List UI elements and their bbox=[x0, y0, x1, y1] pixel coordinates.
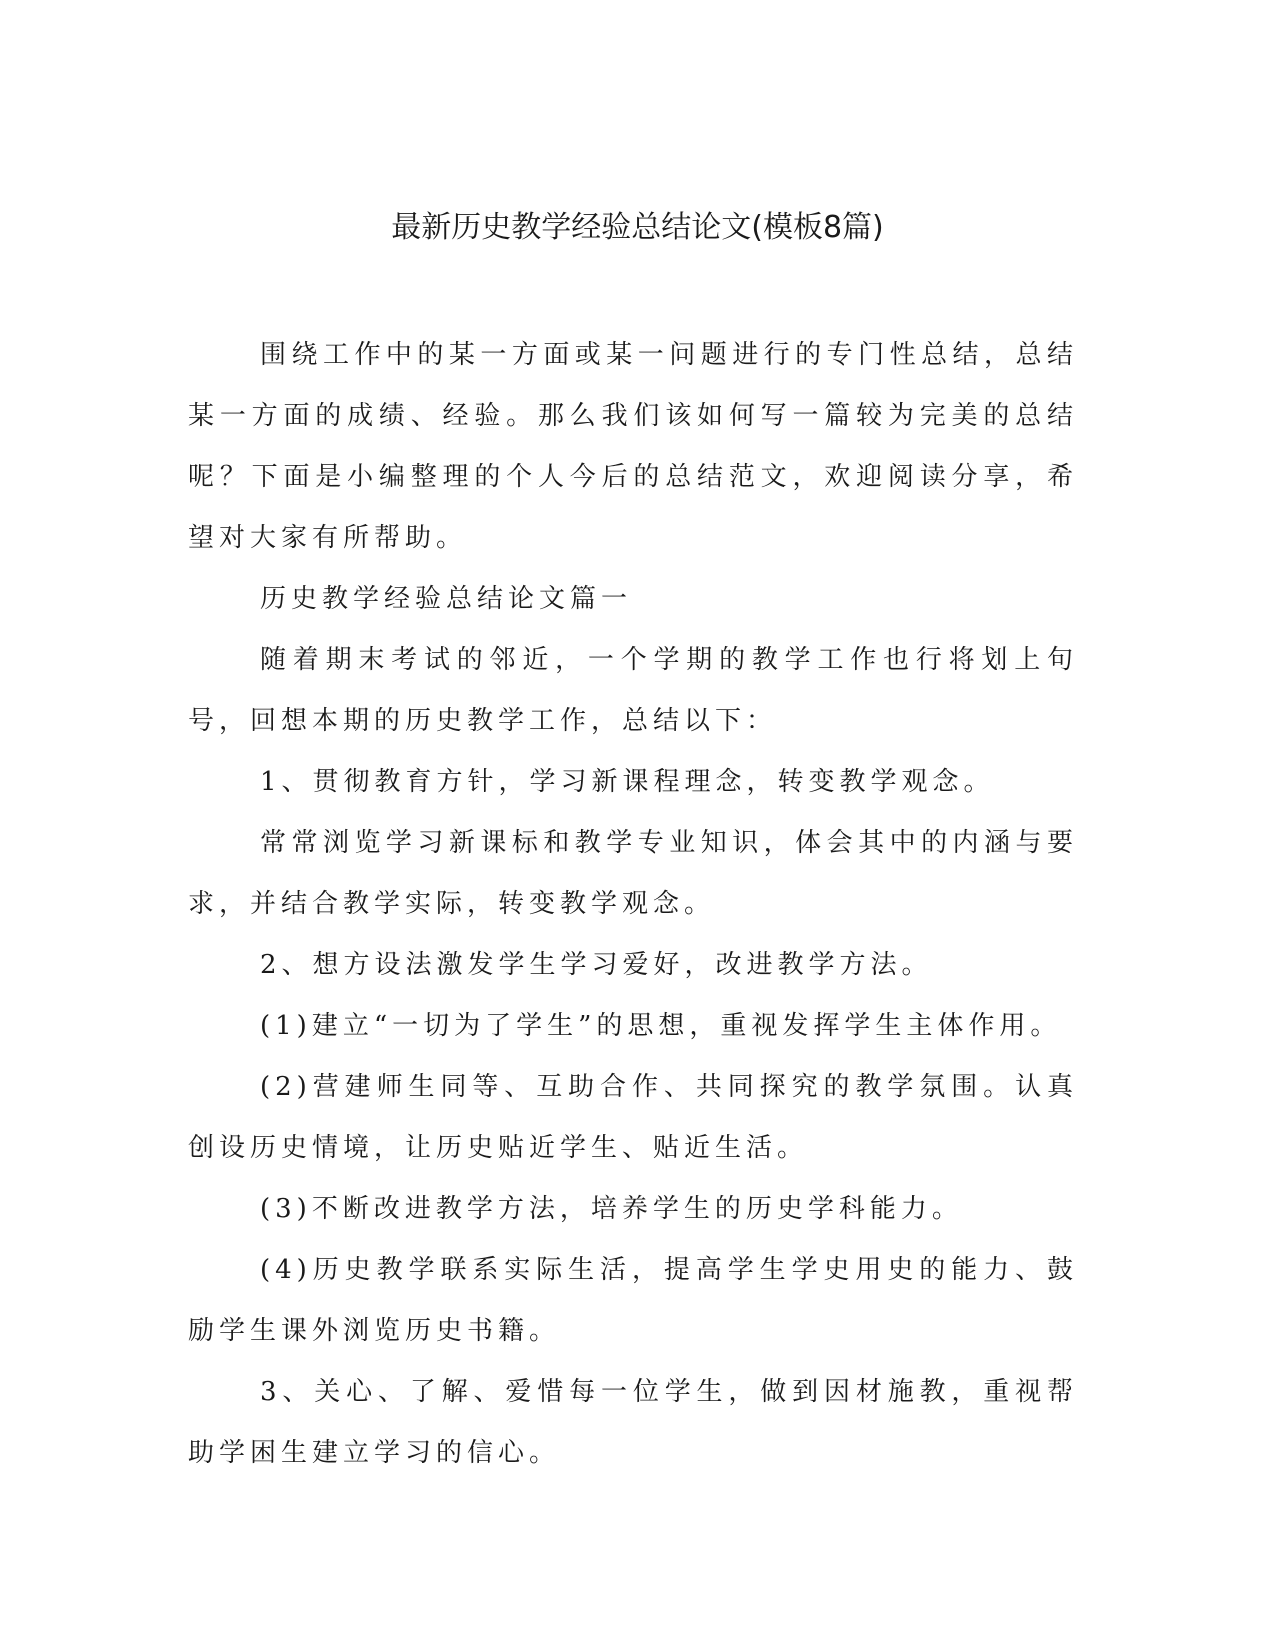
list-item: 3、关心、了解、爱惜每一位学生，做到因材施教，重视帮助学困生建立学习的信心。 bbox=[188, 1377, 1078, 1468]
list-item: (1)建立“一切为了学生”的思想，重视发挥学生主体作用。 bbox=[260, 1011, 1062, 1041]
list-item: 2、想方设法激发学生学习爱好，改进教学方法。 bbox=[260, 950, 933, 980]
list-item: 1、贯彻教育方针，学习新课程理念，转变教学观念。 bbox=[260, 767, 995, 797]
paragraph-intro: 围绕工作中的某一方面或某一问题进行的专门性总结，总结某一方面的成绩、经验。那么我们该如何写一篇较为完美的总结呢？下面是小编整理的个人今后的总结范文，欢迎阅读分享，希望对大家有所帮助。 bbox=[188, 340, 1078, 553]
paragraph: 随着期末考试的邻近，一个学期的教学工作也行将划上句号，回想本期的历史教学工作，总结以下： bbox=[188, 645, 1078, 736]
list-item: (2)营建师生同等、互助合作、共同探究的教学氛围。认真创设历史情境，让历史贴近学生、贴近生活。 bbox=[188, 1072, 1078, 1163]
list-item: (4)历史教学联系实际生活，提高学生学史用史的能力、鼓励学生课外浏览历史书籍。 bbox=[188, 1255, 1078, 1346]
section-heading: 历史教学经验总结论文篇一 bbox=[260, 584, 633, 614]
document-title: 最新历史教学经验总结论文(模板8篇) bbox=[391, 210, 884, 245]
list-item: (3)不断改进教学方法，培养学生的历史学科能力。 bbox=[260, 1194, 963, 1224]
document-body bbox=[188, 325, 1078, 1484]
paragraph: 常常浏览学习新课标和教学专业知识，体会其中的内涵与要求，并结合教学实际，转变教学观念。 bbox=[188, 828, 1078, 919]
